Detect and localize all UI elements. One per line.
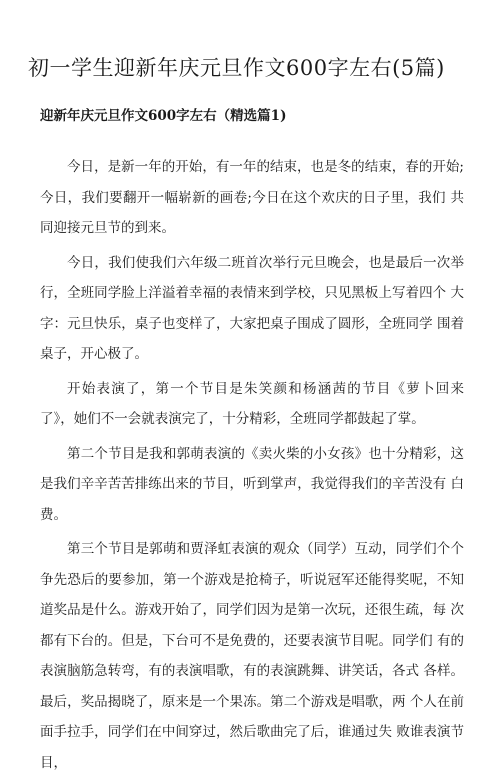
paragraph-1: 今日，是新一年的开始，有一年的结束，也是冬的结束，春的开始; 今日，我们要翻开一幅崭新的画卷;今日在这个欢庆的日子里，我们 共同迎接元旦节的到来。	[40, 159, 464, 236]
paragraph-5: 第三个节目是郭萌和贾泽虹表演的观众（同学）互动，同学们个个争先恐后的要参加，第一个游戏是抢椅子，听说冠军还能得奖呢，不知 道奖品是什么。游戏开始了，同学们因为是第一次玩，还很生疏，每 次都有下台的。但是，下台可不是免费的，还要表演节目呢。同学们 有的表演脑筋急转弯，有的表演唱歌，有的表演跳舞、讲笑话，各式 各样。最后，奖品揭晓了，原来是一个果冻。第二个游戏是唱歌，两 个人在前面手拉手，同学们在中间穿过，然后歌曲完了后，谁通过失 败谁表演节目，	[40, 541, 464, 771]
document-subtitle: 迎新年庆元旦作文600字左右（精选篇1)	[40, 108, 287, 124]
document-title: 初一学生迎新年庆元旦作文600字左右(5篇)	[28, 56, 445, 80]
paragraph-4: 第二个节目是我和郭萌表演的《卖火柴的小女孩》也十分精彩，这 是我们辛辛苦苦排练出来的节目，听到掌声，我觉得我们的辛苦没有 白费。	[40, 445, 464, 523]
document-body	[40, 152, 464, 782]
paragraph-3: 开始表演了，第一个节目是朱笑颜和杨涵茜的节目《萝卜回来了》，她们不一会就表演完了，十分精彩，全班同学都鼓起了掌。	[40, 380, 464, 427]
paragraph-2: 今日，我们使我们六年级二班首次举行元旦晚会，也是最后一次举 行，全班同学脸上洋溢着幸福的表情来到学校，只见黑板上写着四个 大字：元旦快乐，桌子也变样了，大家把桌子围成了圆形，全班同学 围着桌子，开心极了。	[40, 254, 464, 362]
